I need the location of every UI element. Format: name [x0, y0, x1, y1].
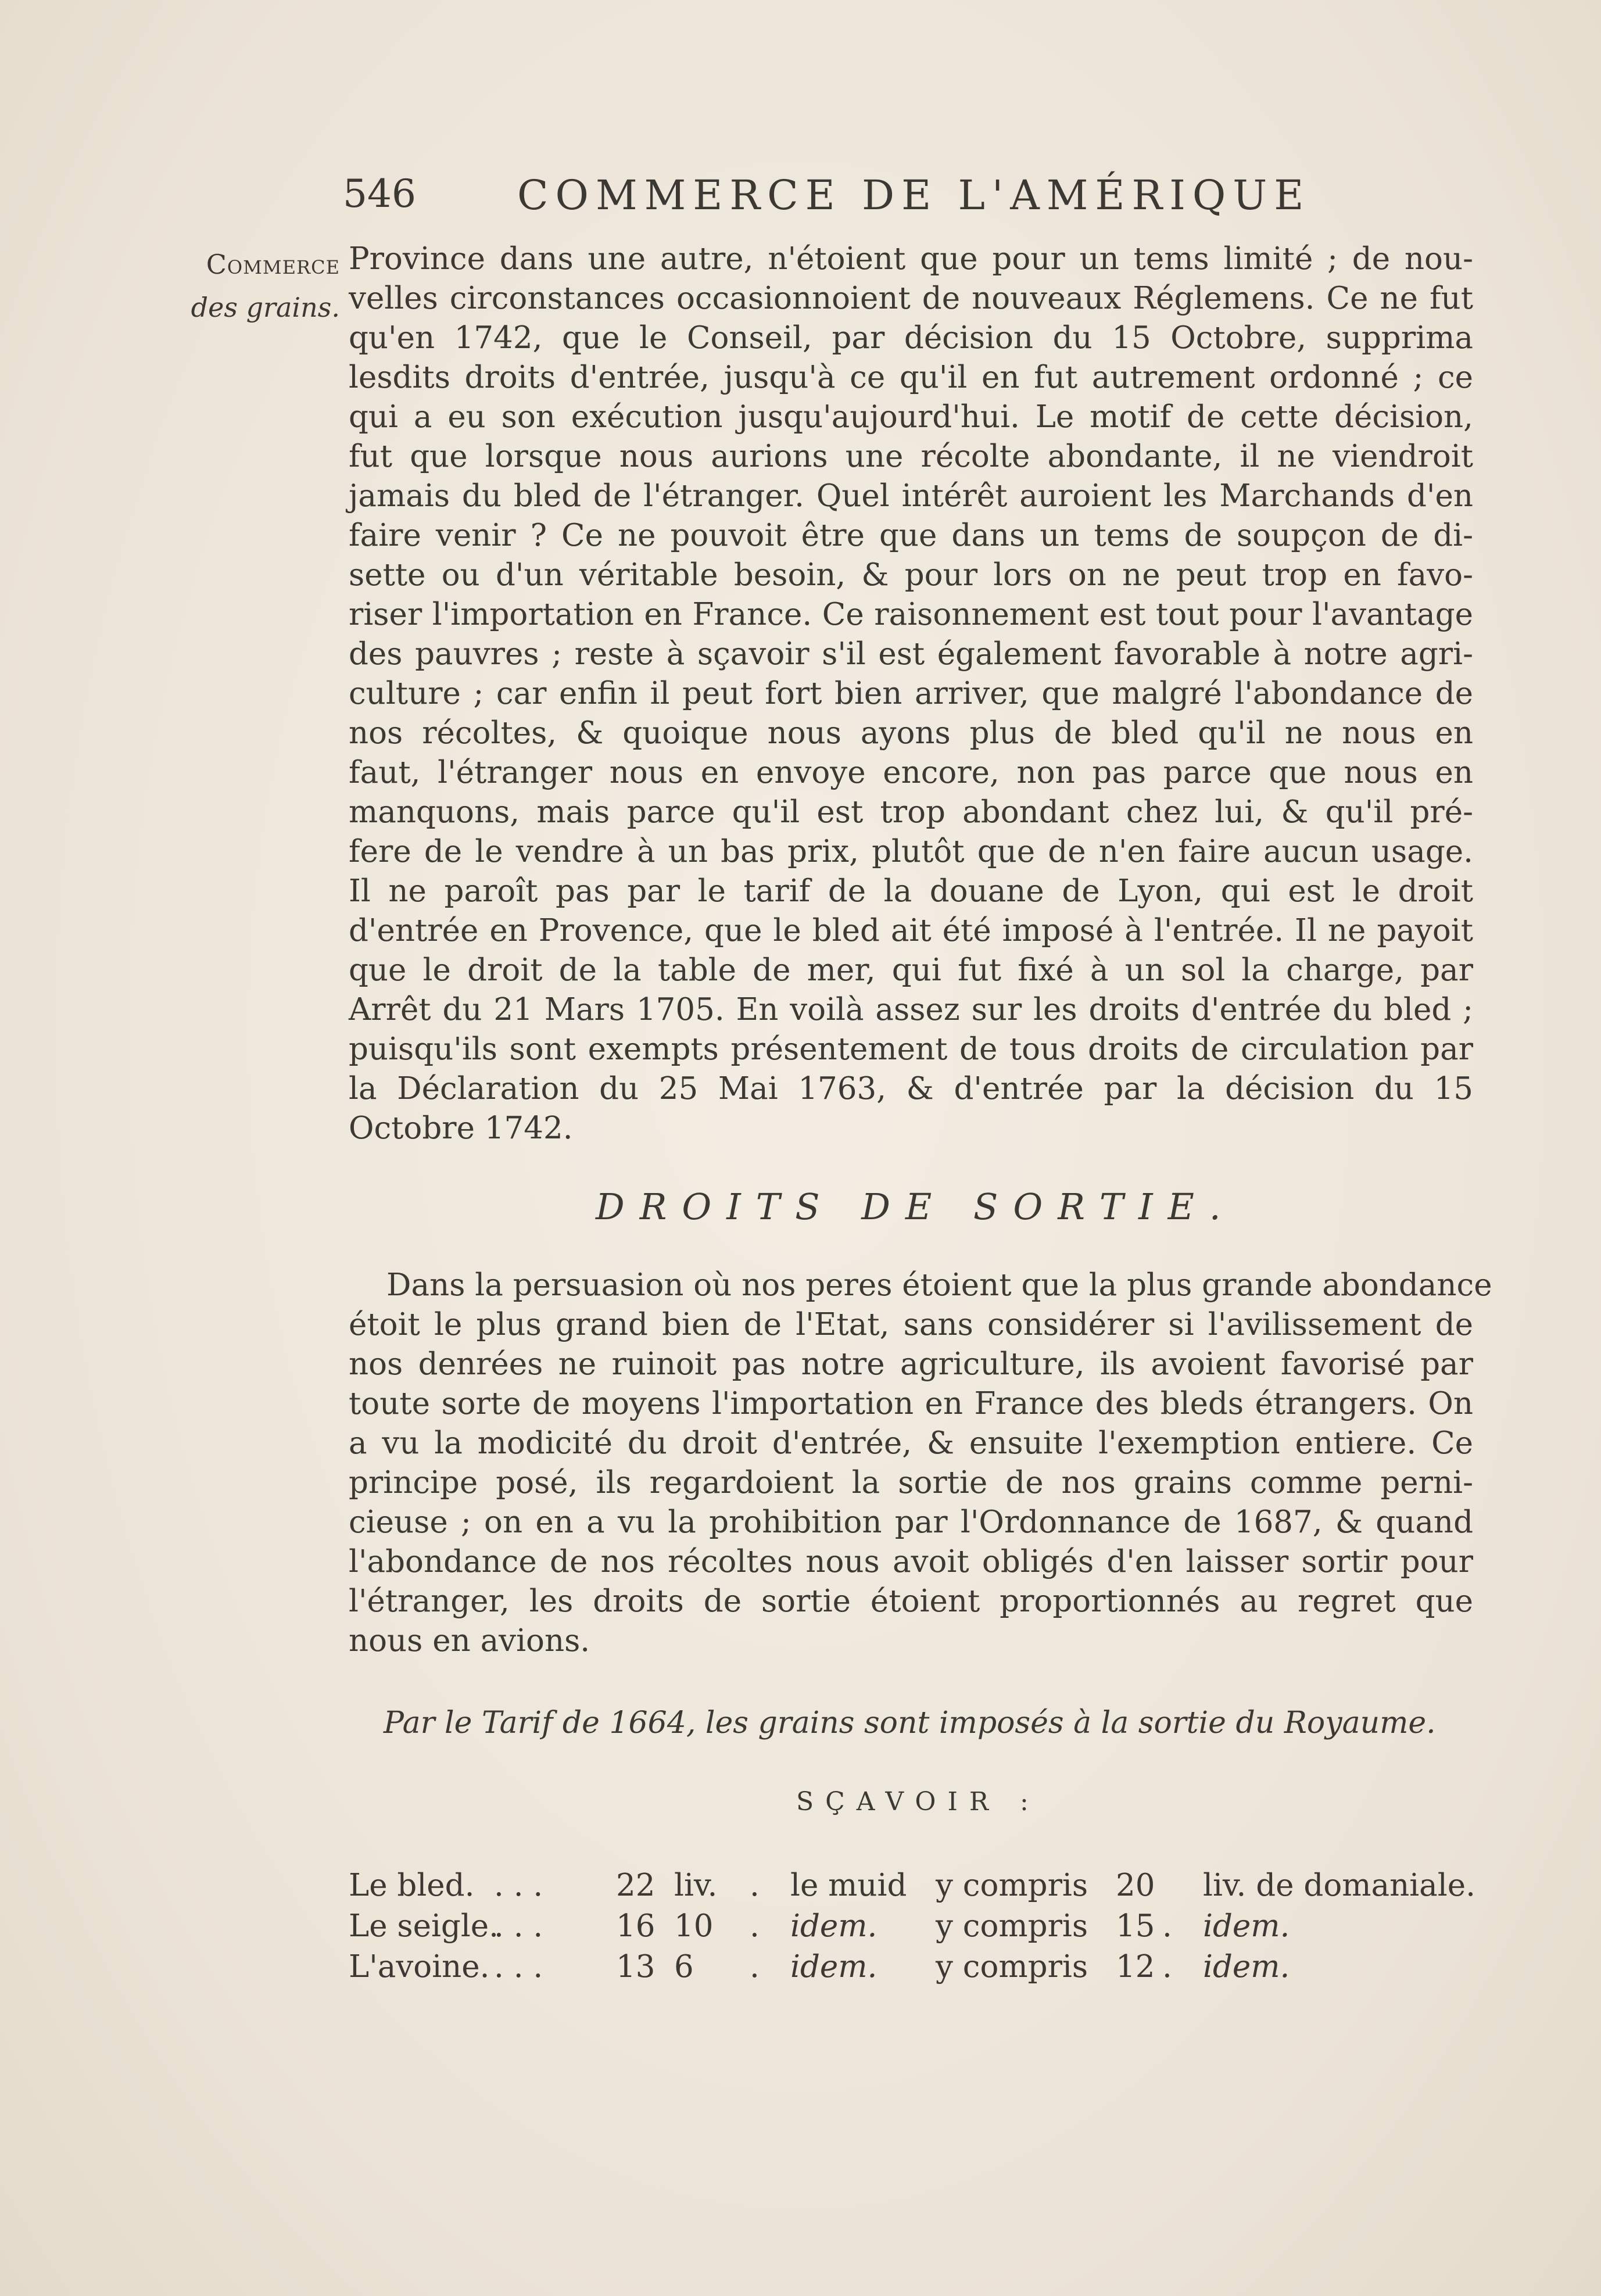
leader-dots: .: [750, 1908, 760, 1944]
page-header: [343, 171, 1319, 218]
fund-name: idem.: [1203, 1949, 1290, 1985]
text-line: qui a eu son exécution jusqu'aujourd'hui. Le motif de cette décision,: [349, 399, 1473, 435]
duty-livres: 16: [616, 1908, 656, 1944]
leader-dots: .: [750, 1868, 760, 1903]
text-line: faut, l'étranger nous en envoye encore, non pas parce que nous en: [349, 755, 1473, 790]
grain-name: Le bled.: [349, 1868, 475, 1903]
text-line: fere de le vendre à un bas prix, plutôt que de n'en faire aucun usage.: [349, 834, 1473, 869]
text-line: velles circonstances occasionnoient de nouveaux Réglemens. Ce ne fut: [349, 281, 1473, 316]
text-line: lesdits droits d'entrée, jusqu'à ce qu'il en fut autrement ordonné ; ce: [349, 360, 1473, 395]
text-line: riser l'importation en France. Ce raisonnement est tout pour l'avantage: [349, 597, 1473, 632]
table-row: [349, 1865, 1482, 1906]
text-line: principe posé, ils regardoient la sortie de nos grains comme perni-: [349, 1465, 1473, 1500]
text-line: sette ou d'un véritable besoin, & pour lors on ne peut trop en favo-: [349, 557, 1473, 593]
text-line: que le droit de la table de mer, qui fut fixé à un sol la charge, par: [349, 952, 1473, 988]
fund-name: liv. de domaniale.: [1203, 1868, 1475, 1903]
page-number: 546: [343, 171, 416, 216]
text-line: l'abondance de nos récoltes nous avoit obligés d'en laisser sortir pour: [349, 1544, 1473, 1579]
text-line: Dans la persuasion où nos peres étoient que la plus grande abondance: [386, 1267, 1492, 1303]
leader-dots: .: [1162, 1949, 1172, 1985]
duty-livres: 22: [616, 1868, 656, 1903]
duty-unit: 10: [674, 1908, 714, 1944]
text-line: d'entrée en Provence, que le bled ait été imposé à l'entrée. Il ne payoit: [349, 913, 1473, 948]
text-line: des pauvres ; reste à sçavoir s'il est également favorable à notre agri-: [349, 636, 1473, 672]
included-label: y compris: [936, 1908, 1088, 1944]
leader-dots: .: [750, 1949, 760, 1985]
leader-dots: . . .: [494, 1949, 543, 1985]
text-line: Il ne paroît pas par le tarif de la douane de Lyon, qui est le droit: [349, 873, 1473, 909]
paragraph-export-duties: [349, 1266, 1492, 1661]
included-amount: 15: [1116, 1908, 1155, 1944]
included-amount: 12: [1116, 1949, 1155, 1985]
table-row: [349, 1947, 1482, 1987]
text-line: Province dans une autre, n'étoient que pour un tems limité ; de nou-: [349, 241, 1473, 277]
margin-note-line: Commerce: [206, 249, 340, 280]
leader-dots: . . .: [494, 1868, 543, 1903]
text-line: cieuse ; on en a vu la prohibition par l'Ordonnance de 1687, & quand: [349, 1505, 1473, 1540]
included-label: y compris: [936, 1868, 1088, 1903]
measure: idem.: [790, 1908, 877, 1944]
text-line: manquons, mais parce qu'il est trop abondant chez lui, & qu'il pré-: [349, 794, 1473, 830]
text-line: Octobre 1742.: [349, 1111, 573, 1146]
measure: idem.: [790, 1949, 877, 1985]
text-line: puisqu'ils sont exempts présentement de tous droits de circulation par: [349, 1031, 1473, 1067]
running-title: COMMERCE DE L'AMÉRIQUE: [517, 171, 1311, 219]
paragraph-entry-duties: [349, 239, 1473, 1148]
measure: le muid: [790, 1868, 907, 1903]
text-line: fut que lorsque nous aurions une récolte abondante, il ne viendroit: [349, 439, 1473, 474]
duty-livres: 13: [616, 1949, 656, 1985]
margin-note: [148, 243, 340, 329]
included-label: y compris: [936, 1949, 1088, 1985]
text-line: la Déclaration du 25 Mai 1763, & d'entrée par la décision du 15: [349, 1071, 1473, 1106]
text-line: jamais du bled de l'étranger. Quel intérêt auroient les Marchands d'en: [349, 478, 1473, 514]
grain-name: L'avoine.: [349, 1949, 490, 1985]
text-line: Arrêt du 21 Mars 1705. En voilà assez sur les droits d'entrée du bled ;: [349, 992, 1473, 1027]
text-line: a vu la modicité du droit d'entrée, & ensuite l'exemption entiere. Ce: [349, 1425, 1473, 1461]
margin-note-line: des grains.: [191, 292, 340, 323]
duties-table: [349, 1865, 1482, 1987]
tarif-caption: Par le Tarif de 1664, les grains sont imposés à la sortie du Royaume.: [384, 1706, 1436, 1740]
grain-name: Le seigle.: [349, 1908, 499, 1944]
text-line: étoit le plus grand bien de l'Etat, sans considérer si l'avilissement de: [349, 1307, 1473, 1342]
duty-unit: liv.: [674, 1868, 718, 1903]
leader-dots: . . .: [494, 1908, 543, 1944]
section-heading: DROITS DE SORTIE.: [596, 1185, 1236, 1228]
fund-name: idem.: [1203, 1908, 1290, 1944]
text-line: l'étranger, les droits de sortie étoient proportionnés au regret que: [349, 1584, 1473, 1619]
text-line: nos denrées ne ruinoit pas notre agriculture, ils avoient favorisé par: [349, 1346, 1473, 1382]
text-line: qu'en 1742, que le Conseil, par décision du 15 Octobre, supprima: [349, 320, 1473, 356]
included-amount: 20: [1116, 1868, 1155, 1903]
leader-dots: .: [1162, 1908, 1172, 1944]
table-row: [349, 1906, 1482, 1947]
text-line: culture ; car enfin il peut fort bien arriver, que malgré l'abondance de: [349, 676, 1473, 711]
text-line: faire venir ? Ce ne pouvoit être que dans un tems de soupçon de di-: [349, 518, 1473, 553]
text-line: nos récoltes, & quoique nous ayons plus de bled qu'il ne nous en: [349, 715, 1473, 751]
scavoir-label: SÇAVOIR :: [796, 1787, 1040, 1817]
text-line: nous en avions.: [349, 1623, 590, 1659]
duty-unit: 6: [674, 1949, 694, 1985]
text-line: toute sorte de moyens l'importation en France des bleds étrangers. On: [349, 1386, 1473, 1421]
